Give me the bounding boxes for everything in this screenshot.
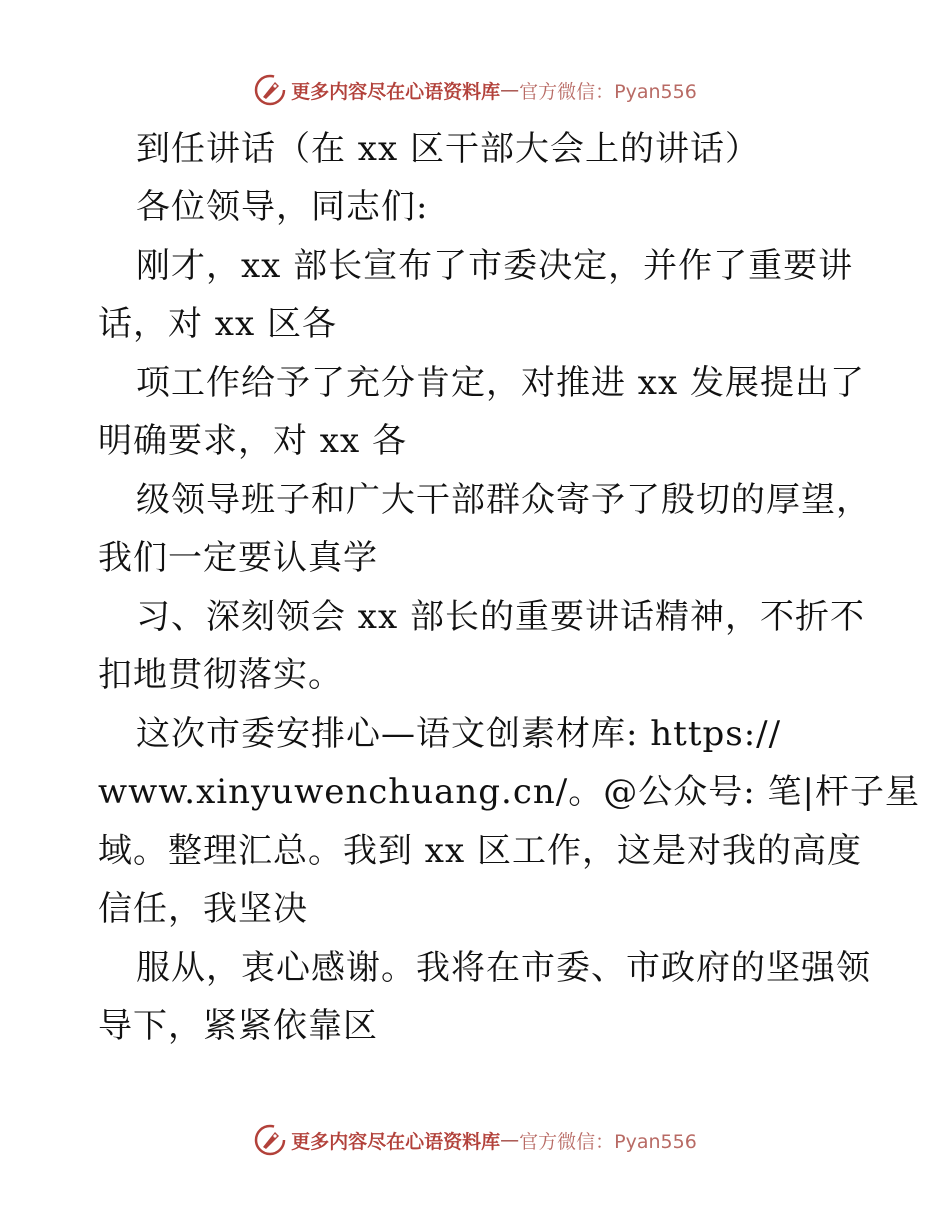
- watermark-lead-text: 更多内容尽在心语资料库: [291, 80, 501, 103]
- salutation-line: 各位领导，同志们:: [136, 187, 429, 227]
- paragraph-line: 导下，紧紧依靠区: [98, 1006, 378, 1046]
- paragraph-line: 习、深刻领会 xx 部长的重要讲话精神，不折不: [136, 597, 865, 637]
- paragraph-line: 服从，衷心感谢。我将在市委、市政府的坚强领: [136, 948, 871, 988]
- watermark-dash: —: [500, 1129, 520, 1151]
- watermark-wechat-text: 官方微信：Pyan556: [519, 1130, 697, 1153]
- paragraph-line: 明确要求，对 xx 各: [98, 421, 407, 461]
- paragraph-line: 扣地贯彻落实。: [98, 655, 343, 695]
- paragraph-line: 级领导班子和广大干部群众寄予了殷切的厚望，: [136, 480, 871, 520]
- paragraph-line: 域。整理汇总。我到 xx 区工作，这是对我的高度: [98, 831, 862, 871]
- pen-nib-circle-icon: [253, 1123, 287, 1157]
- paragraph-line: 这次市委安排心—语文创素材库: https://: [136, 714, 782, 754]
- watermark-dash: —: [500, 79, 520, 101]
- footer-watermark: [0, 1120, 950, 1160]
- paragraph-line: www.xinyuwenchuang.cn/。@公众号: 笔|杆子星: [98, 772, 920, 812]
- paragraph-line: 我们一定要认真学: [98, 538, 378, 578]
- paragraph-line: 项工作给予了充分肯定，对推进 xx 发展提出了: [136, 363, 865, 403]
- paragraph-line: 话，对 xx 区各: [98, 304, 337, 344]
- document-title: 到任讲话（在 xx 区干部大会上的讲话）: [136, 129, 760, 169]
- watermark-wechat-text: 官方微信：Pyan556: [519, 80, 697, 103]
- pen-nib-circle-icon: [253, 73, 287, 107]
- watermark-lead-text: 更多内容尽在心语资料库: [291, 1130, 501, 1153]
- paragraph-line: 刚才，xx 部长宣布了市委决定，并作了重要讲: [136, 246, 854, 286]
- paragraph-line: 信任，我坚决: [98, 889, 308, 929]
- header-watermark: [0, 70, 950, 110]
